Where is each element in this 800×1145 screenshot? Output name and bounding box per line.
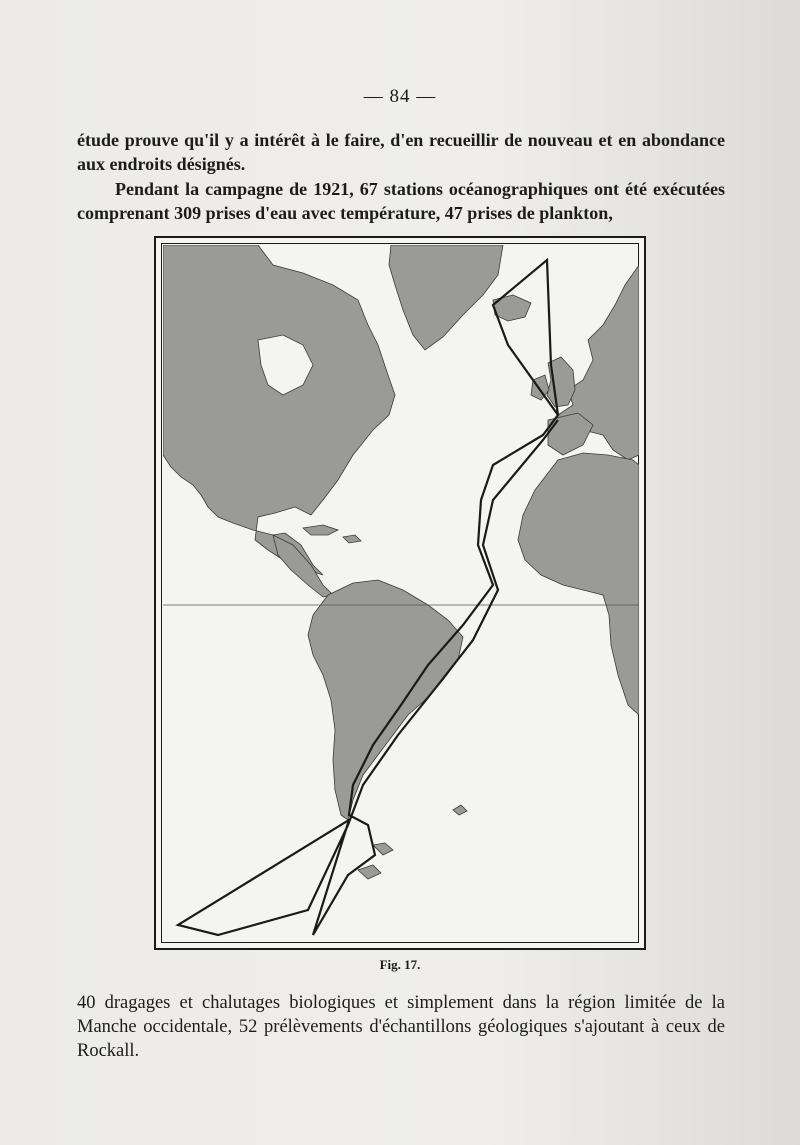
southern-island bbox=[358, 865, 381, 879]
page-number: — 84 — bbox=[363, 86, 437, 107]
antarctic-peninsula-islands bbox=[373, 805, 467, 855]
paragraph-top-1: étude prouve qu'il y a intérêt à le faire, d'en recueillir de nouveau et en abondance aux endroits désignés. bbox=[77, 130, 725, 174]
north-america-landmass bbox=[163, 245, 395, 575]
atlantic-route-map bbox=[163, 245, 639, 945]
central-america-landmass bbox=[273, 535, 333, 597]
greenland-landmass bbox=[389, 245, 503, 350]
ireland-landmass bbox=[531, 375, 549, 400]
south-america-landmass bbox=[308, 580, 463, 820]
paragraph-bottom: 40 dragages et chalutages biologiques et simplement dans la région limitée de la Manche occidentale, 52 prélèvements d'échantillons géologiques s'ajoutant à ceux de Rockall. bbox=[77, 993, 725, 1061]
caribbean-islands bbox=[303, 525, 361, 543]
paragraph-top-2: Pendant la campagne de 1921, 67 stations océanographiques ont été exécutées comprenant 309 prises d'eau avec température, 47 prises de plankton, bbox=[77, 179, 725, 223]
figure-map-frame bbox=[154, 236, 646, 950]
africa-landmass bbox=[518, 453, 639, 715]
figure-caption: Fig. 17. bbox=[379, 957, 421, 972]
